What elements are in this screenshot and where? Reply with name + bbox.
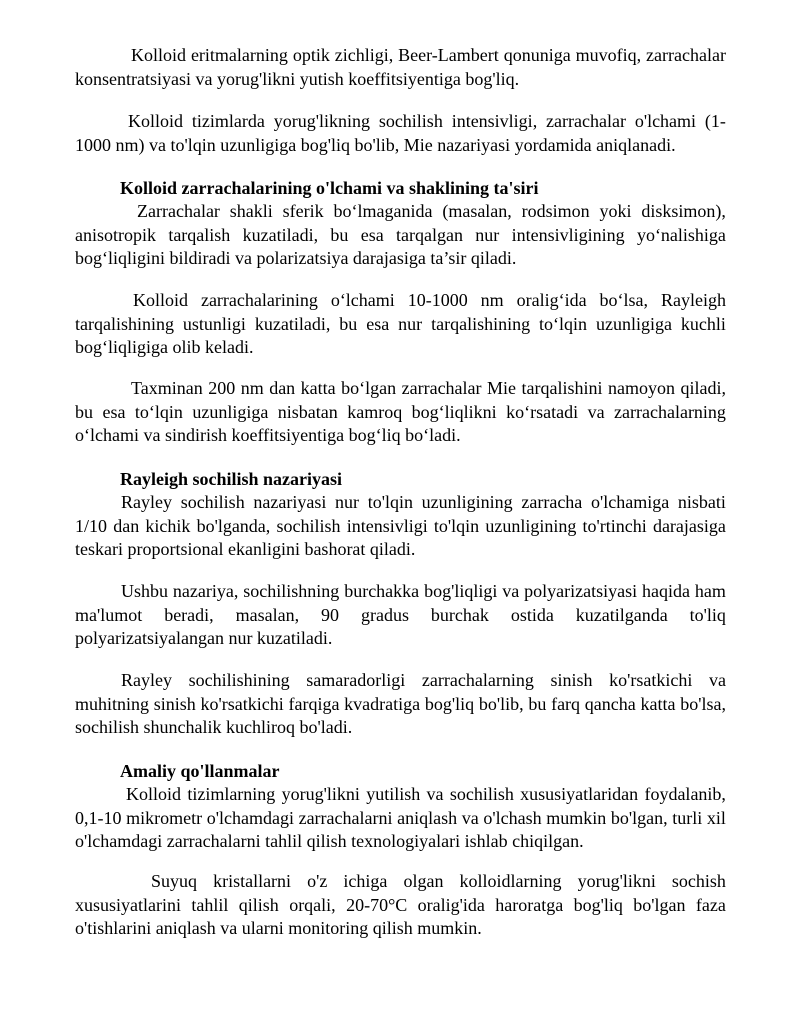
word: dan xyxy=(269,378,296,398)
word: tarqalishini xyxy=(521,378,603,398)
word: ma'lumot xyxy=(75,604,143,625)
word: nazariya, xyxy=(172,581,239,601)
word: tarqalishining xyxy=(431,313,531,334)
word: nisbati xyxy=(677,492,726,512)
word: bo'lganda, xyxy=(196,515,271,536)
word: nur xyxy=(398,313,423,334)
word: Zarrachalar xyxy=(137,201,220,221)
text-line: o'tishlarini aniqlash va ularni monitoring qilish mumkin. xyxy=(75,918,482,939)
word: Kolloid xyxy=(131,45,187,65)
section-heading-applications xyxy=(75,760,726,784)
text-line xyxy=(75,224,726,248)
word: bu xyxy=(528,693,547,714)
word: kichik xyxy=(145,515,191,536)
word: yoki xyxy=(599,201,632,221)
word: bo‘lsa, xyxy=(599,290,649,310)
word: o'lchamiga xyxy=(590,492,670,512)
text-line xyxy=(75,401,726,425)
word: bog'liqligi xyxy=(424,581,498,601)
word: intensivligi, xyxy=(451,111,538,131)
word: zarrachalar xyxy=(546,111,626,131)
word: bo‘lmaganida xyxy=(333,201,433,221)
word: eritmalarning xyxy=(190,45,288,65)
heading-text: Kolloid zarrachalarining o'lchami va shaklining ta'siri xyxy=(120,178,539,198)
text-line xyxy=(75,289,726,313)
word: zarracha xyxy=(521,492,583,512)
word: kristallarni xyxy=(213,871,292,891)
word: o'z xyxy=(307,871,328,891)
text-line xyxy=(75,491,726,515)
word: va xyxy=(709,670,726,690)
word: muvofiq, xyxy=(575,45,642,65)
word: darajasiga xyxy=(652,515,726,536)
text-line xyxy=(75,870,726,894)
word: farqiga xyxy=(288,693,340,714)
paragraph-refractive-index xyxy=(75,669,726,740)
word: dan xyxy=(113,515,140,536)
word: yorug'likni xyxy=(577,871,656,891)
word: sochish xyxy=(671,871,726,891)
word: namoyon xyxy=(607,378,675,398)
word: bog‘liqlikni xyxy=(411,401,497,422)
word: oralig‘ida xyxy=(516,290,587,310)
word: o'lchash xyxy=(483,807,542,828)
text-line xyxy=(75,783,726,807)
word: turli xyxy=(672,807,703,828)
word: zarrachalar xyxy=(401,378,482,398)
word: haroratga xyxy=(495,894,564,915)
word: Suyuq xyxy=(151,871,198,891)
text-line xyxy=(75,580,726,604)
word: va xyxy=(502,581,520,601)
word: oralig'ida xyxy=(417,894,485,915)
word: bo'lib, xyxy=(478,693,524,714)
word: sinish xyxy=(153,693,196,714)
word: samaradorligi xyxy=(306,670,406,690)
word: (masalan, xyxy=(442,201,512,221)
word: mumkin xyxy=(546,807,607,828)
paragraph-polarization xyxy=(75,580,726,651)
word: beradi, xyxy=(164,604,214,625)
word: sinish xyxy=(550,670,593,690)
word: xususiyatlaridan xyxy=(520,784,639,804)
word: nisbatan xyxy=(277,401,338,422)
word: kuzatiladi, xyxy=(242,224,319,245)
word: katta xyxy=(640,693,676,714)
word: sochilish xyxy=(180,492,245,512)
word: bo'lgan, xyxy=(610,807,668,828)
word: bog'liq xyxy=(424,693,475,714)
word: bu xyxy=(75,401,93,422)
word: sochilishning xyxy=(243,581,340,601)
word: esa xyxy=(360,224,384,245)
text-line: polyarizatsiyalangan nur kuzatiladi. xyxy=(75,628,333,649)
word: Kolloid xyxy=(133,290,189,310)
word: qonuniga xyxy=(503,45,571,65)
word: polyarizatsiyasi xyxy=(524,581,638,601)
word: zarrachalarning xyxy=(421,670,534,690)
word: tarqalgan xyxy=(396,224,463,245)
word: rodsimon xyxy=(521,201,590,221)
word: ham xyxy=(694,581,726,601)
word: yo‘nalishiga xyxy=(636,224,726,245)
heading-text: Amaliy qo'llanmalar xyxy=(120,761,280,781)
paragraph-particle-analysis xyxy=(75,783,726,854)
word: sochilish xyxy=(276,515,341,536)
word: zarrachalarning xyxy=(614,401,726,422)
word: 200 xyxy=(208,378,236,398)
word: nazariyasi xyxy=(253,492,327,512)
word: zichligi, xyxy=(334,45,394,65)
word: uzunligiga xyxy=(595,313,672,334)
word: ko'rsatkichi xyxy=(200,693,284,714)
text-line xyxy=(75,110,726,134)
word: katta xyxy=(300,378,336,398)
word: sferik xyxy=(282,201,324,221)
word: haqida xyxy=(642,581,690,601)
word: zarrachalarni xyxy=(298,807,393,828)
text-line xyxy=(75,44,726,68)
word: Kolloid xyxy=(126,784,182,804)
heading-text: Rayleigh sochilish nazariyasi xyxy=(120,469,343,489)
word: to'lqin xyxy=(433,515,480,536)
word: va xyxy=(426,784,444,804)
section-heading-rayleigh xyxy=(75,468,726,492)
word: tizimlarda xyxy=(191,111,265,131)
word: esa xyxy=(366,313,390,334)
word: orqali, xyxy=(289,894,336,915)
word: ko'rsatkichi xyxy=(609,670,693,690)
word: intensivligining xyxy=(511,224,625,245)
section-heading-shape xyxy=(75,177,726,201)
text-line: konsentratsiyasi va yorug'likni yutish koeffitsiyentiga bog'liq. xyxy=(75,68,520,89)
word: qiladi, xyxy=(680,378,726,398)
word: kuchli xyxy=(680,313,726,334)
word: o'lchamdagi xyxy=(206,807,294,828)
word: bo‘lgan xyxy=(341,378,397,398)
paragraph-anisotropic xyxy=(75,200,726,271)
word: to‘lqin xyxy=(539,313,588,334)
word: ichiga xyxy=(343,871,388,891)
word: anisotropik xyxy=(75,224,156,245)
word: Rayleigh xyxy=(660,290,726,310)
text-line xyxy=(75,313,726,337)
word: aniqlash xyxy=(397,807,458,828)
word: nur xyxy=(335,492,360,512)
word: sochilish xyxy=(378,111,443,131)
word: va xyxy=(587,401,605,422)
word: sochilish xyxy=(449,784,514,804)
text-line xyxy=(75,515,726,539)
text-line xyxy=(75,669,726,693)
word: uzunligiga xyxy=(192,401,269,422)
word: Rayley xyxy=(121,670,172,690)
word: Ushbu xyxy=(121,581,169,601)
word: nur xyxy=(475,224,500,245)
word: tahlil xyxy=(191,894,229,915)
text-line: sochilish shunchalik kuchliroq bo'ladi. xyxy=(75,717,353,738)
text-line xyxy=(75,604,726,628)
word: faza xyxy=(695,894,726,915)
text-line xyxy=(75,693,726,717)
text-line: bog‘liqligini bildiradi va polarizatsiya darajasiga ta’sir qiladi. xyxy=(75,248,517,269)
text-line xyxy=(75,807,726,831)
word: bo'lsa, xyxy=(680,693,726,714)
word: qilish xyxy=(238,894,279,915)
word: uzunligining xyxy=(485,515,577,536)
text-line: o'lchamdagi zarrachalarni tahlil qilish texnologiyalari ishlab chiqilgan. xyxy=(75,831,584,852)
word: zarrachalar xyxy=(646,45,726,65)
word: Rayley xyxy=(121,492,172,512)
word: qancha xyxy=(584,693,636,714)
word: kuzatilganda xyxy=(575,604,668,625)
word: 1/10 xyxy=(75,515,108,536)
word: disksimon), xyxy=(641,201,726,221)
word: tarqalish xyxy=(168,224,231,245)
word: nm xyxy=(240,378,264,398)
word: ko‘rsatadi xyxy=(506,401,579,422)
word: to'rtinchi xyxy=(582,515,647,536)
word: kuzatiladi, xyxy=(254,313,331,334)
word: bo'lgan xyxy=(633,894,686,915)
word: mikrometr xyxy=(126,807,203,828)
paragraph-rayleigh-dominance xyxy=(75,289,726,360)
word: (1- xyxy=(704,111,726,131)
word: tizimlarning xyxy=(187,784,276,804)
word: to'liq xyxy=(689,604,726,625)
text-line xyxy=(75,200,726,224)
word: zarrachalarining xyxy=(200,290,318,310)
word: Mie xyxy=(487,378,517,398)
word: ustunligi xyxy=(182,313,246,334)
paragraph-optical-density xyxy=(75,44,726,91)
paragraph-rayleigh-theory xyxy=(75,491,726,562)
word: olgan xyxy=(403,871,444,891)
text-line: 1000 nm) va to'lqin uzunligiga bog'liq bo'lib, Mie nazariyasi yordamida aniqlanadi. xyxy=(75,134,676,155)
word: burchakka xyxy=(344,581,420,601)
word: xil xyxy=(706,807,726,828)
word: 0,1-10 xyxy=(75,807,122,828)
text-line: bog‘liqligiga olib keladi. xyxy=(75,337,254,358)
word: sochilishining xyxy=(188,670,290,690)
word: intensivligi xyxy=(346,515,428,536)
word: shakli xyxy=(229,201,273,221)
word: to'lqin xyxy=(367,492,413,512)
paragraph-liquid-crystals xyxy=(75,870,726,941)
word: bog'liq xyxy=(573,894,623,915)
text-line xyxy=(75,894,726,918)
word: kvadratiga xyxy=(344,693,421,714)
word: yorug'likni xyxy=(281,784,360,804)
word: Kolloid xyxy=(128,111,184,131)
word: nm xyxy=(480,290,504,310)
text-line xyxy=(75,377,726,401)
word: foydalanib, xyxy=(644,784,726,804)
word: muhitning xyxy=(75,693,150,714)
word: esa xyxy=(102,401,126,422)
word: ostida xyxy=(510,604,554,625)
word: xususiyatlarini xyxy=(75,894,181,915)
word: gradus xyxy=(360,604,409,625)
word: o‘lchami xyxy=(330,290,395,310)
word: bu xyxy=(330,224,349,245)
paragraph-scattering-intensity xyxy=(75,110,726,157)
word: 20-70°C xyxy=(346,894,408,915)
word: Taxminan xyxy=(131,378,203,398)
text-line: teskari proportsional ekanligini bashorat qiladi. xyxy=(75,539,416,560)
word: 90 xyxy=(321,604,340,625)
text-line: o‘lchami va sindirish koeffitsiyentiga bog‘liq bo‘ladi. xyxy=(75,425,461,446)
word: masalan, xyxy=(235,604,300,625)
word: to‘lqin xyxy=(134,401,183,422)
word: tarqalishining xyxy=(75,313,174,334)
word: burchak xyxy=(430,604,489,625)
word: uzunligining xyxy=(421,492,513,512)
word: yutilish xyxy=(366,784,421,804)
word: Beer-Lambert xyxy=(398,45,499,65)
word: yorug'likning xyxy=(273,111,370,131)
word: kamroq xyxy=(347,401,403,422)
paragraph-mie-scattering xyxy=(75,377,726,448)
word: o'lchami xyxy=(634,111,697,131)
word: 10-1000 xyxy=(407,290,468,310)
word: farq xyxy=(551,693,581,714)
word: va xyxy=(461,807,479,828)
word: bu xyxy=(339,313,358,334)
word: optik xyxy=(292,45,330,65)
word: kolloidlarning xyxy=(459,871,562,891)
